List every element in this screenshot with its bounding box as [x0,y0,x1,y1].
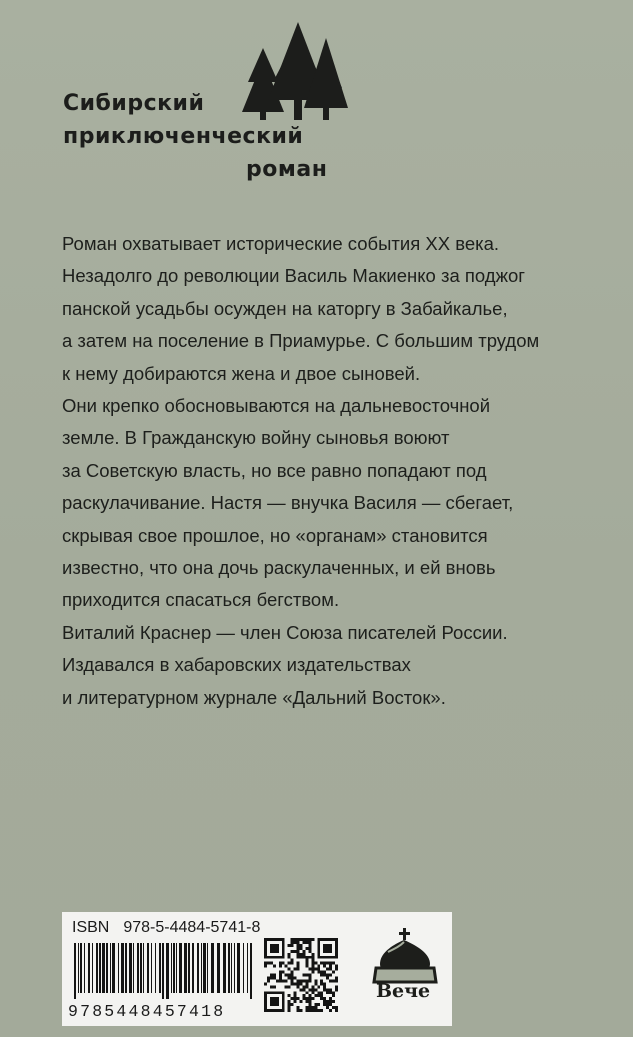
qr-module [314,1006,317,1009]
qr-module [335,1006,338,1009]
qr-module [332,1000,335,1003]
qr-module [305,947,308,950]
qr-module [279,979,282,982]
qr-module [311,997,314,1000]
barcode-bar [84,943,85,993]
qr-module [311,1006,314,1009]
qr-module [294,997,297,1000]
qr-module [305,962,308,965]
qr-module [294,994,297,997]
qr-module [329,979,332,982]
author-bio-line: Издавался в хабаровских издательствах [62,654,411,676]
qr-module [311,956,314,959]
qr-module [300,938,303,941]
barcode-bar [188,943,190,993]
qr-module [291,941,294,944]
qr-module [264,962,267,965]
qr-module [291,974,294,977]
qr-module [302,941,305,944]
qr-module [302,985,305,988]
qr-module [273,985,276,988]
qr-module [305,979,308,982]
qr-module [273,976,276,979]
qr-module [300,1009,303,1012]
qr-module [308,976,311,979]
barcode-bar [176,943,177,993]
annotation-line: панской усадьбы осужден на каторгу в Забайкалье, [62,297,508,319]
qr-module [288,994,291,997]
barcode-bar [201,943,202,993]
barcode-bar [237,943,240,993]
qr-module [270,976,273,979]
qr-module [311,959,314,962]
qr-module [317,985,320,988]
barcode-bar [159,943,161,993]
barcode-bar [207,943,208,993]
qr-module [302,979,305,982]
qr-module [267,962,270,965]
barcode-bar [217,943,220,993]
qr-module [279,971,282,974]
qr-module [294,1000,297,1003]
qr-module [282,979,285,982]
barcode-bar [125,943,127,993]
qr-module [302,956,305,959]
qr-module [305,956,308,959]
qr-module [264,965,267,968]
isbn-line [72,919,274,937]
qr-module [305,1006,308,1009]
annotation-line: Роман охватывает исторические события XX века. [62,233,500,254]
qr-module [332,991,335,994]
qr-module [300,982,303,985]
qr-module [270,997,279,1006]
barcode-bar [80,943,82,993]
qr-module [317,971,320,974]
barcode-bar [88,943,90,993]
qr-module [326,1003,329,1006]
barcode-bar [223,943,226,993]
qr-module [326,988,329,991]
annotation-line: за Советскую власть, но все равно попадают под [62,459,487,481]
qr-module [302,988,305,991]
qr-module [291,982,294,985]
qr-module [332,962,335,965]
qr-module [300,956,303,959]
qr-module [291,938,294,941]
qr-module [308,974,311,977]
barcode-bar [247,943,248,993]
qr-module [291,950,294,953]
qr-module [300,944,303,947]
barcode-bar [92,943,93,993]
qr-module [270,985,273,988]
ean-barcode [72,943,257,999]
qr-module [329,1000,332,1003]
barcode-bar [192,943,194,993]
qr-module [294,938,297,941]
qr-module [297,944,300,947]
qr-module [320,971,323,974]
barcode-bar [96,943,98,993]
qr-module [297,985,300,988]
barcode-bar [110,943,111,993]
qr-module [282,962,285,965]
barcode-bar [106,943,108,993]
qr-module [308,950,311,953]
qr-module [297,947,300,950]
qr-module [308,938,311,941]
qr-module [294,982,297,985]
qr-module [288,985,291,988]
qr-module [335,968,338,971]
barcode-bar [197,943,199,993]
qr-module [326,968,329,971]
author-bio-line: Виталий Краснер — член Союза писателей России. [62,621,508,643]
qr-module [305,941,308,944]
qr-module [320,997,323,1000]
qr-module [323,997,326,1000]
qr-module [302,994,305,997]
qr-module [288,976,291,979]
qr-module [279,974,282,977]
publisher-name: Вече [376,980,431,1002]
qr-module [267,979,270,982]
barcode-bar [102,943,105,993]
qr-module [270,974,273,977]
qr-module [302,974,305,977]
annotation-line: к нему добираются жена и двое сыновей. [62,362,421,384]
qr-module [297,1006,300,1009]
annotation-line: земле. В Гражданскую войну сыновья воюют [62,427,450,449]
qr-module [317,968,320,971]
series-title-line-2: приключенческий [63,124,304,149]
qr-module [308,947,311,950]
qr-module [297,962,300,965]
barcode-bar [147,943,149,993]
qr-module [305,938,308,941]
qr-module [326,974,329,977]
qr-module [326,1000,329,1003]
barcode-bar [78,943,79,993]
qr-module [320,962,323,965]
qr-module [285,979,288,982]
qr-module [311,965,314,968]
qr-module [288,956,291,959]
qr-module [317,991,320,994]
qr-module [285,974,288,977]
qr-module [273,974,276,977]
qr-module [320,994,323,997]
qr-module [323,971,326,974]
qr-module [329,974,332,977]
barcode-bar [151,943,152,993]
qr-module [308,988,311,991]
qr-module [323,962,326,965]
pine-trees-icon [238,20,348,120]
qr-module [311,962,314,965]
qr-module [288,1003,291,1006]
qr-module [279,965,282,968]
qr-module [326,1006,329,1009]
barcode-bar [118,943,119,993]
qr-module [305,997,308,1000]
qr-module [329,988,332,991]
qr-module [279,976,282,979]
author-bio-line: и литературном журнале «Дальний Восток». [62,686,446,708]
qr-module [291,1003,294,1006]
qr-module [314,968,317,971]
qr-module [297,941,300,944]
qr-module [291,997,294,1000]
qr-module [326,976,329,979]
qr-module [294,950,297,953]
qr-module [308,1006,311,1009]
ean-digits: 9785448457418 [68,1002,226,1021]
qr-module [323,1000,326,1003]
barcode-bar [184,943,187,993]
barcode-bar [133,943,134,993]
qr-module [282,971,285,974]
annotation-line: раскулачивание. Настя — внучка Василя — сбегает, [62,492,514,514]
qr-module [305,982,308,985]
qr-module [305,991,308,994]
qr-module [326,991,329,994]
qr-module [308,968,311,971]
qr-module [314,979,317,982]
qr-module [291,959,294,962]
qr-module [320,1009,323,1012]
qr-module [300,947,303,950]
qr-module [297,997,300,1000]
qr-module [329,962,332,965]
qr-module [285,965,288,968]
barcode-bar [112,943,115,993]
qr-module [302,953,305,956]
qr-module [288,1009,291,1012]
qr-module [323,965,326,968]
qr-module [317,1009,320,1012]
qr-module [335,965,338,968]
qr-module [297,982,300,985]
barcode-bar [171,943,172,993]
barcode-bar [121,943,124,993]
qr-module [276,979,279,982]
qr-module [297,938,300,941]
qr-module [297,965,300,968]
qr-module [279,962,282,965]
qr-module [300,953,303,956]
qr-module [335,1009,338,1012]
qr-module [329,997,332,1000]
barcode-bar [99,943,101,993]
annotation-line: известно, что она дочь раскулаченных, и ей вновь [62,557,496,579]
barcode-bar [143,943,144,993]
qr-module [297,953,300,956]
qr-module [288,944,291,947]
qr-module [311,971,314,974]
qr-module [288,1006,291,1009]
qr-module [308,1009,311,1012]
qr-module [294,991,297,994]
qr-module [326,962,329,965]
qr-module [308,956,311,959]
qr-module [270,962,273,965]
annotation-line: а затем на поселение в Приамурье. С большим трудом [62,330,540,352]
qr-module [297,956,300,959]
barcode-bar [250,943,252,999]
qr-module [291,979,294,982]
qr-module [302,950,305,953]
qr-module [323,1003,326,1006]
qr-module [320,979,323,982]
qr-module [323,988,326,991]
qr-module [335,988,338,991]
qr-module [285,985,288,988]
qr-module [320,974,323,977]
qr-module [329,1003,332,1006]
barcode-bar [211,943,214,993]
qr-module [308,1003,311,1006]
annotation-line: Незадолго до революции Василь Макиенко за поджог [62,265,526,287]
qr-module [288,962,291,965]
barcode-bar [173,943,175,993]
qr-module [297,950,300,953]
qr-module [335,976,338,979]
qr-module [297,979,300,982]
qr-module [297,1009,300,1012]
barcode-bar [231,943,232,993]
qr-module [320,982,323,985]
isbn-number: 978-5-4484-5741-8 [123,919,261,936]
qr-module [311,1009,314,1012]
qr-module [317,1003,320,1006]
qr-module [314,1009,317,1012]
barcode-bar [166,943,169,999]
qr-module [288,953,291,956]
qr-module [264,982,267,985]
barcode-bar [137,943,139,993]
barcode-bar [129,943,132,993]
qr-module [332,971,335,974]
qr-module [314,994,317,997]
qr-module [323,985,326,988]
qr-module [314,982,317,985]
qr-module [311,988,314,991]
qr-module [323,982,326,985]
qr-module [305,974,308,977]
qr-module [314,988,317,991]
qr-module [288,968,291,971]
qr-module [294,976,297,979]
qr-module [308,944,311,947]
annotation-line: скрывая свое прошлое, но «органам» становится [62,524,488,546]
qr-module [305,985,308,988]
qr-module [294,968,297,971]
qr-module [305,965,308,968]
qr-module [311,991,314,994]
barcode-bar [155,943,156,993]
qr-module [300,988,303,991]
qr-module [329,991,332,994]
qr-module [311,953,314,956]
series-title-line-1: Сибирский [63,91,205,116]
qr-module [314,962,317,965]
qr-module [305,1000,308,1003]
qr-module [323,974,326,977]
qr-module [308,979,311,982]
qr-module [291,971,294,974]
qr-module [291,976,294,979]
qr-module [311,968,314,971]
qr-module [308,997,311,1000]
annotation-line: Они крепко обосновываются на дальневосточной [62,395,491,417]
qr-module [308,1000,311,1003]
barcode-bar [140,943,142,993]
qr-module [300,979,303,982]
qr-module [291,962,294,965]
isbn-label: ISBN [72,919,110,936]
qr-module [297,968,300,971]
qr-module [291,944,294,947]
qr-module [294,941,297,944]
barcode-bar [234,943,235,993]
qr-module [308,941,311,944]
qr-module [329,965,332,968]
qr-module [270,944,279,953]
qr-code-icon [264,938,338,1012]
series-title-line-3: роман [246,157,328,182]
qr-module [300,1000,303,1003]
barcode-bar [243,943,244,993]
qr-module [317,965,320,968]
qr-module [311,985,314,988]
qr-module [317,994,320,997]
qr-module [305,1009,308,1012]
annotation-line: приходится спасаться бегством. [62,589,340,611]
qr-module [273,965,276,968]
barcode-bar [162,943,164,999]
qr-module [335,979,338,982]
qr-module [311,938,314,941]
qr-module [332,1006,335,1009]
barcode-bar [74,943,76,999]
qr-module [332,994,335,997]
qr-module [335,985,338,988]
barcode-bar [228,943,230,993]
qr-module [314,1003,317,1006]
qr-module [329,1009,332,1012]
qr-module [302,997,305,1000]
barcode-bar [203,943,206,993]
qr-module [323,944,332,953]
barcode-bar [179,943,182,993]
qr-module [267,976,270,979]
qr-module [288,1000,291,1003]
qr-module [320,991,323,994]
qr-module [305,959,308,962]
qr-module [302,938,305,941]
book-annotation [62,228,582,714]
qr-module [308,994,311,997]
qr-module [332,979,335,982]
series-logo [60,20,360,190]
qr-module [288,974,291,977]
qr-module [329,968,332,971]
